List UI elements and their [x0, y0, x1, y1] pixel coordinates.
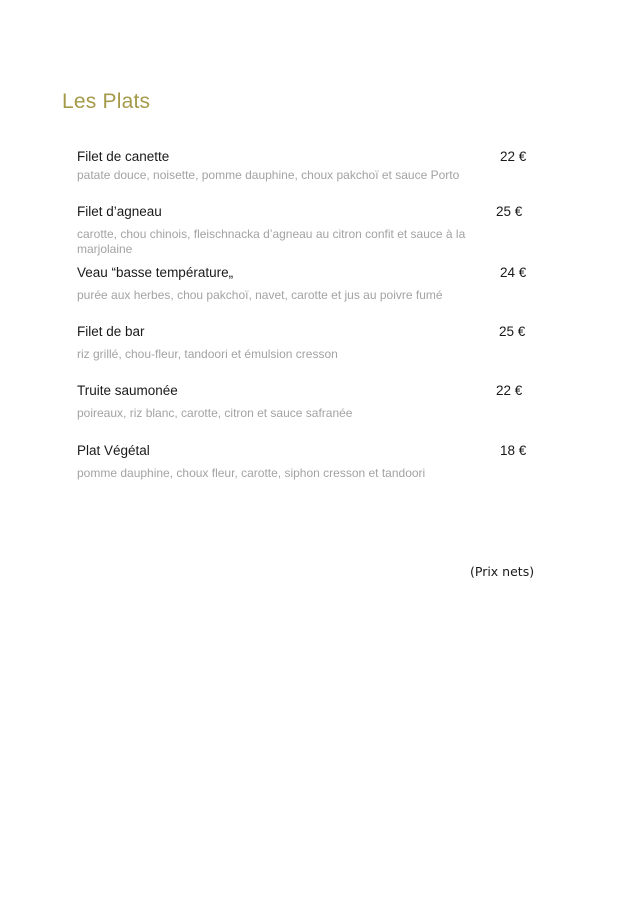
dish-name: Filet d’agneau [77, 204, 162, 219]
page-title: Les Plats [62, 90, 151, 113]
dish-description: riz grillé, chou-fleur, tandoori et émulsion cresson [77, 347, 338, 361]
dish-description: poireaux, riz blanc, carotte, citron et sauce safranée [77, 406, 353, 420]
dish-name: Filet de canette [77, 149, 170, 164]
dish-price: 24 € [500, 265, 527, 280]
dish-description: patate douce, noisette, pomme dauphine, choux pakchoï et sauce Porto [77, 168, 460, 182]
dish-name: Truite saumonée [77, 383, 178, 398]
dish-name: Veau “basse température„ [77, 265, 234, 280]
dish-price: 18 € [500, 443, 527, 458]
dish-price: 25 € [499, 324, 526, 339]
dish-price: 22 € [496, 383, 523, 398]
dish-name: Plat Végétal [77, 443, 150, 458]
price-note: (Prix nets) [470, 564, 535, 579]
dish-price: 25 € [496, 204, 523, 219]
dish-price: 22 € [500, 149, 527, 164]
dish-description: pomme dauphine, choux fleur, carotte, siphon cresson et tandoori [77, 466, 426, 480]
dish-description: purée aux herbes, chou pakchoï, navet, carotte et jus au poivre fumé [77, 288, 443, 302]
dish-name: Filet de bar [77, 324, 145, 339]
dish-description: carotte, chou chinois, fleischnacka d’agneau au citron confit et sauce à la marjolaine [77, 227, 466, 256]
